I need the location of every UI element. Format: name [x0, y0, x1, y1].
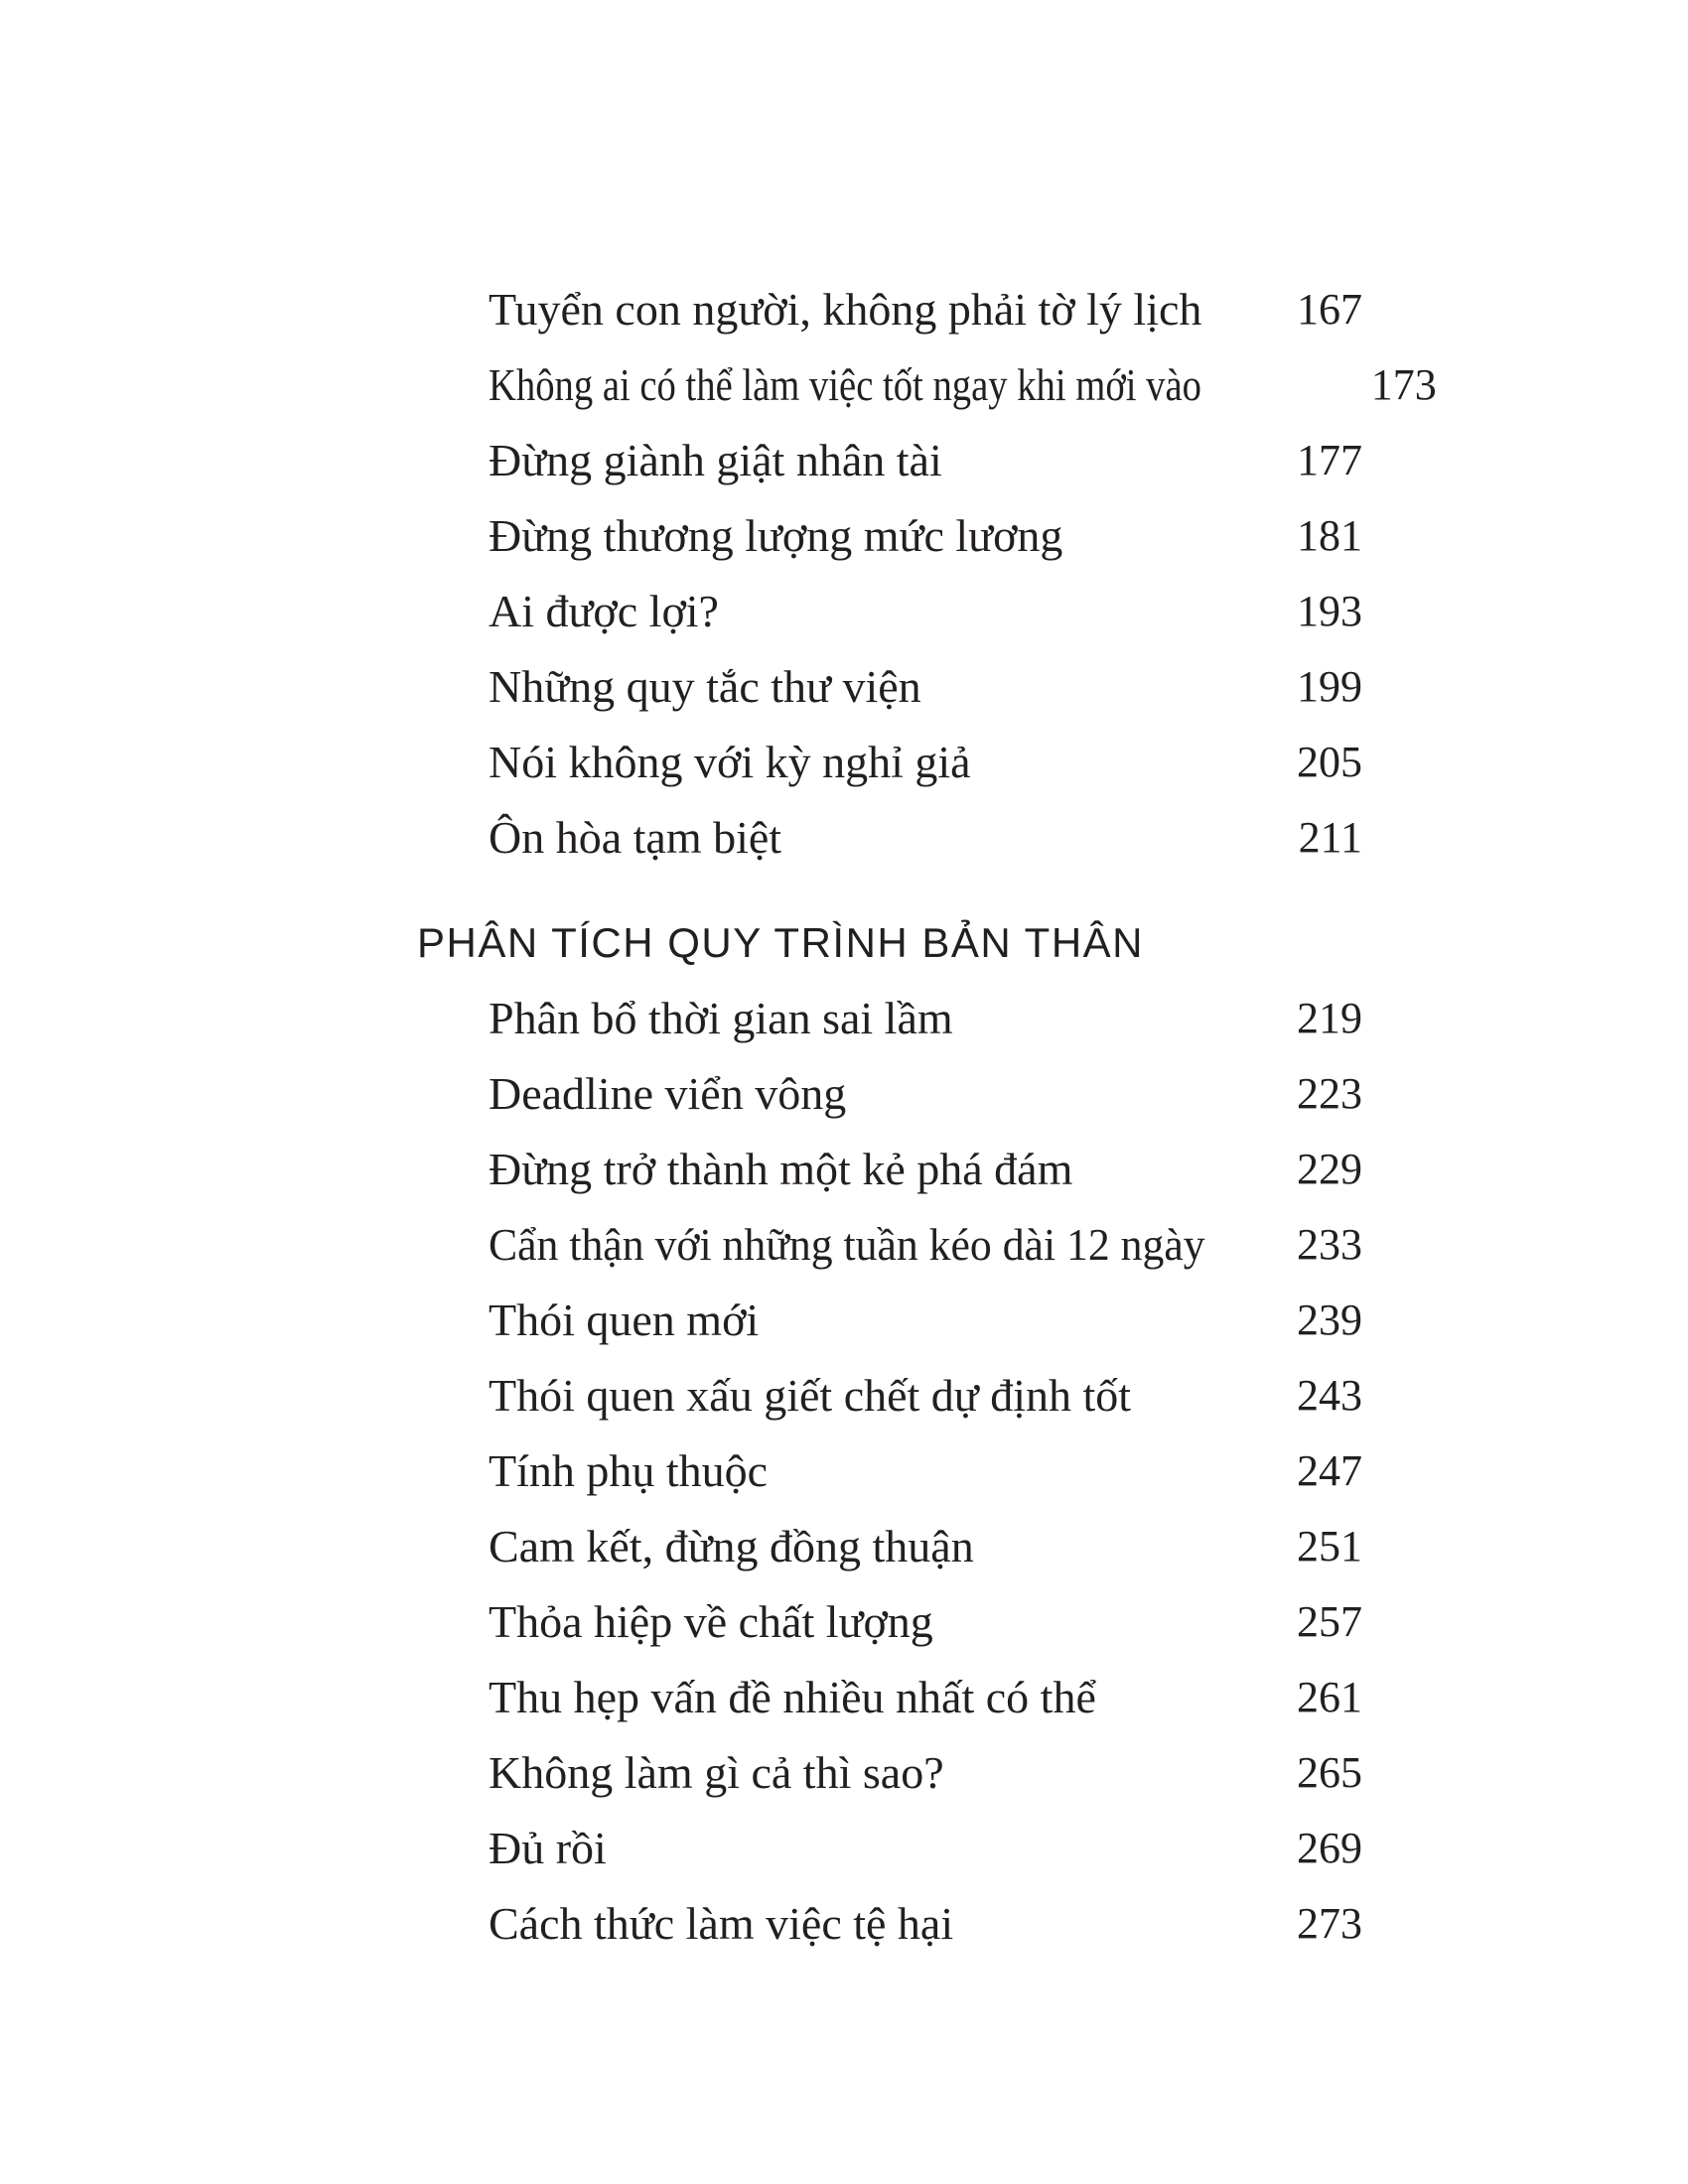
toc-entry-title: Không ai có thể làm việc tốt ngay khi mới vào	[489, 359, 1201, 410]
toc-entry-page: 173	[1370, 360, 1437, 409]
toc-entry-page: 273	[1297, 1899, 1362, 1948]
toc-entry-title: Đừng giành giật nhân tài	[489, 435, 942, 485]
toc-entry-page: 211	[1298, 813, 1362, 862]
toc-entry	[417, 1433, 1362, 1509]
table-of-contents	[417, 272, 1437, 1962]
toc-entry-title: Thói quen xấu giết chết dự định tốt	[489, 1370, 1132, 1421]
toc-entry	[417, 423, 1362, 498]
toc-entry-title: Cam kết, đừng đồng thuận	[489, 1521, 974, 1571]
toc-entry	[417, 574, 1362, 649]
toc-entry-title: Đừng thương lượng mức lương	[489, 510, 1063, 561]
toc-entry	[417, 1207, 1362, 1283]
toc-entry-title: Thỏa hiệp về chất lượng	[489, 1596, 933, 1647]
toc-entry-title: Phân bổ thời gian sai lầm	[489, 993, 953, 1043]
toc-entry-page: 219	[1297, 994, 1362, 1042]
toc-entry	[417, 1886, 1362, 1962]
toc-entry-page: 251	[1297, 1522, 1362, 1570]
toc-entry-page: 167	[1297, 285, 1362, 334]
section-heading: PHÂN TÍCH QUY TRÌNH BẢN THÂN	[417, 919, 1145, 966]
toc-entry-title: Nói không với kỳ nghỉ giả	[489, 737, 971, 787]
toc-entry	[417, 1509, 1362, 1584]
toc-entry-page: 239	[1297, 1296, 1362, 1344]
toc-entry-page: 199	[1297, 662, 1362, 711]
toc-entry-title: Không làm gì cả thì sao?	[489, 1747, 944, 1798]
toc-entry	[417, 1735, 1362, 1811]
toc-entry-title: Thu hẹp vấn đề nhiều nhất có thể	[489, 1672, 1096, 1722]
toc-entry-page: 223	[1297, 1069, 1362, 1118]
section-heading-row	[417, 905, 1362, 981]
toc-entry	[417, 1358, 1362, 1433]
toc-entry-title: Những quy tắc thư viện	[489, 661, 921, 712]
toc-entry	[417, 1660, 1362, 1735]
toc-entry	[417, 1132, 1362, 1207]
toc-entry-page: 243	[1297, 1371, 1362, 1420]
toc-entry-page: 257	[1297, 1597, 1362, 1646]
toc-entry-page: 193	[1297, 587, 1362, 635]
toc-entry-page: 269	[1297, 1824, 1362, 1872]
toc-entry-title: Tính phụ thuộc	[489, 1445, 769, 1496]
toc-entry	[417, 1056, 1362, 1132]
toc-entry-title: Thói quen mới	[489, 1295, 760, 1345]
toc-entry	[417, 1584, 1362, 1660]
toc-entry	[417, 725, 1362, 800]
toc-entry-page: 205	[1297, 738, 1362, 786]
toc-entry	[417, 498, 1362, 574]
toc-entry-title: Tuyển con người, không phải tờ lý lịch	[489, 284, 1202, 335]
toc-entry	[417, 347, 1437, 423]
toc-entry-page: 265	[1297, 1748, 1362, 1797]
toc-entry-title: Ai được lợi?	[489, 586, 719, 636]
toc-entry	[417, 272, 1362, 347]
toc-entry	[417, 800, 1362, 876]
toc-entry	[417, 981, 1362, 1056]
toc-entry-page: 261	[1297, 1673, 1362, 1721]
toc-entry-title: Cẩn thận với những tuần kéo dài 12 ngày	[489, 1219, 1205, 1270]
toc-entry-title: Cách thức làm việc tệ hại	[489, 1898, 954, 1949]
toc-entry-page: 177	[1297, 436, 1362, 484]
toc-entry-page: 247	[1297, 1446, 1362, 1495]
toc-entry-page: 181	[1297, 511, 1362, 560]
toc-entry-page: 229	[1297, 1145, 1362, 1193]
toc-entry	[417, 649, 1362, 725]
toc-entry-title: Ôn hòa tạm biệt	[489, 812, 782, 863]
toc-entry-title: Deadline viển vông	[489, 1068, 847, 1119]
toc-entry-title: Đừng trở thành một kẻ phá đám	[489, 1144, 1073, 1194]
toc-entry-page: 233	[1297, 1220, 1362, 1269]
toc-entry	[417, 1811, 1362, 1886]
toc-entry-title: Đủ rồi	[489, 1823, 607, 1873]
toc-entry	[417, 1283, 1362, 1358]
